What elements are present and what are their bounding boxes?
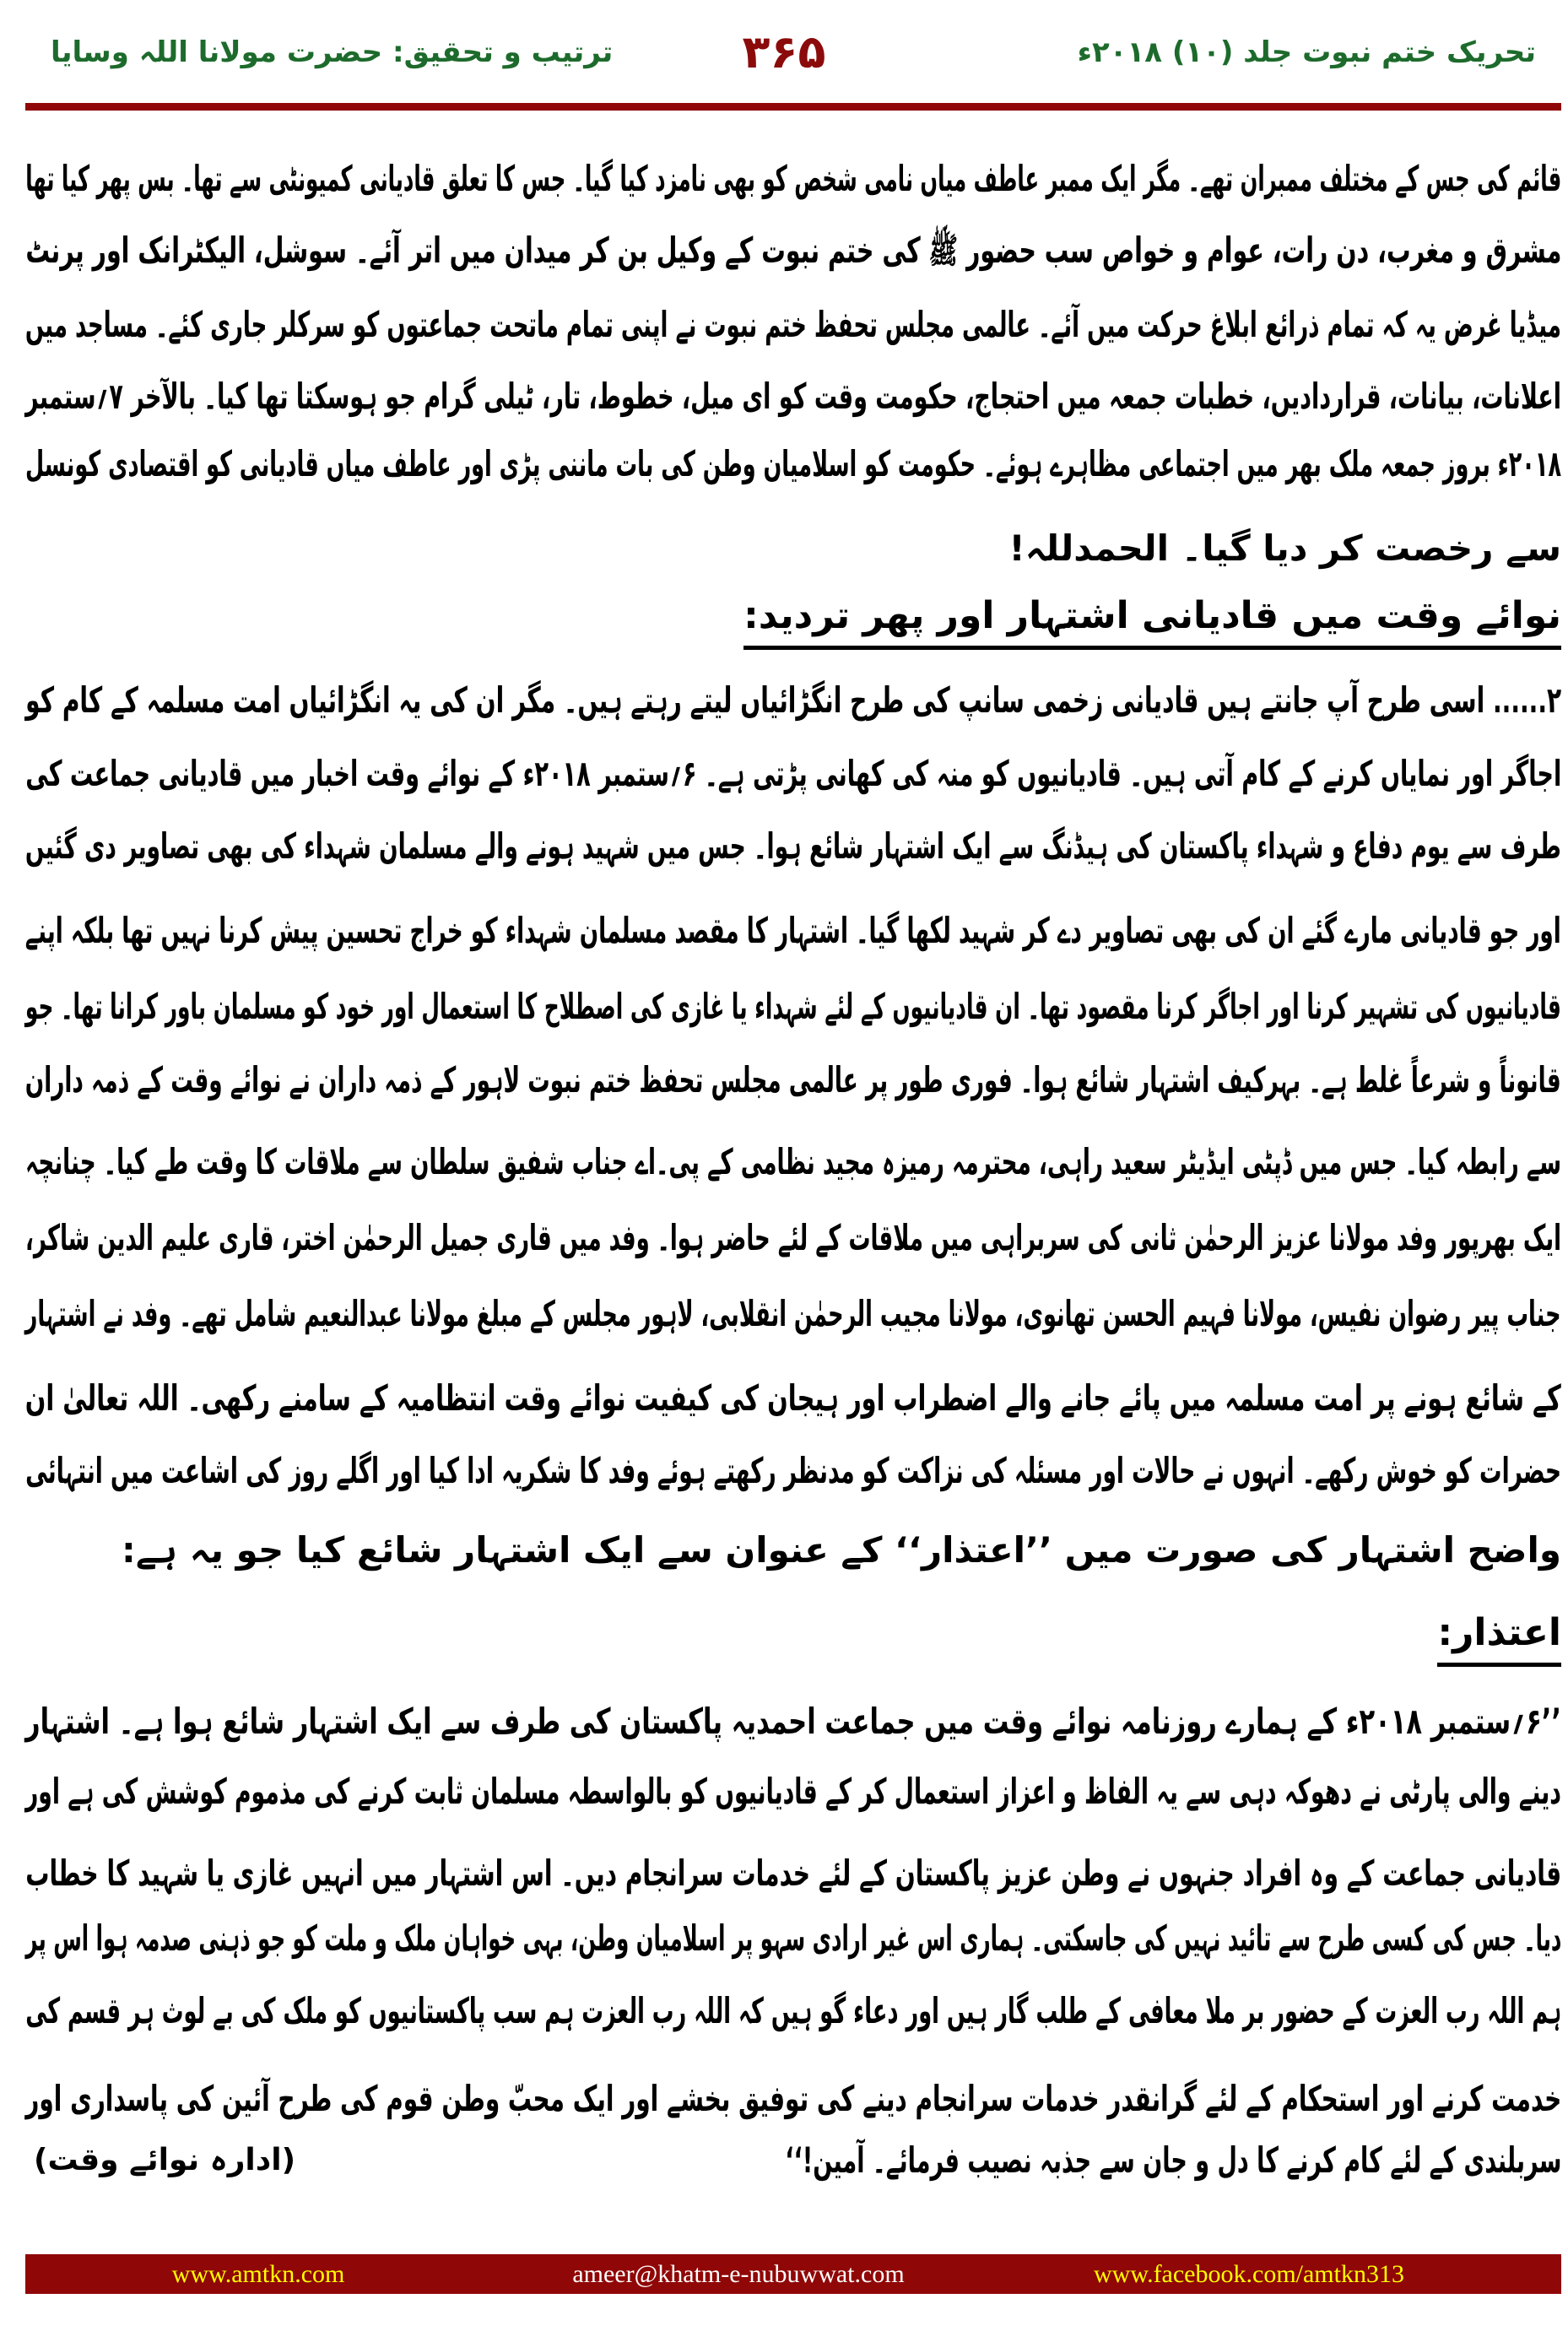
website-link[interactable]: www.amtkn.com [171, 2260, 345, 2288]
book-title: تحریک ختم نبوت جلد (۱۰) ۲۰۱۸ء [1077, 35, 1536, 69]
page-number: ۳۶۵ [742, 25, 826, 78]
text-line: حضرات کو خوش رکھے۔ انہوں نے حالات اور مسئلہ کی نزاکت کو مدنظر رکھتے ہوئے وفد کا شکریہ ادا کیا اور اگلے روز کی اشاعت میں انتہائی [25, 1450, 1561, 1491]
text-line: قانوناً و شرعاً غلط ہے۔ بہرکیف اشتہار شائع ہوا۔ فوری طور پر عالمی مجلس تحفظ ختم نبوت لاہور کے ذمہ داران نے نوائے وقت کے ذمہ داران [25, 1059, 1561, 1101]
compiler-credit: ترتیب و تحقیق: حضرت مولانا اللہ وسایا [51, 35, 614, 69]
text-line: مشرق و مغرب، دن رات، عوام و خواص سب حضور ﷺ کی ختم نبوت کے وکیل بن کر میدان میں اتر آئے۔ سوشل، الیکٹرانک اور پرنٹ [25, 230, 1561, 271]
text-line: ۲۰۱۸ء بروز جمعہ ملک بھر میں اجتماعی مظاہرے ہوئے۔ حکومت کو اسلامیان وطن کی بات ماننی پڑی اور عاطف میاں قادیانی کو اقتصادی کونسل [25, 443, 1561, 484]
text-line: قادیانی جماعت کے وہ افراد جنہوں نے وطن عزیز پاکستان کے لئے خدمات سرانجام دیں۔ اس اشتہار میں انہیں غازی یا شہید کا خطاب [24, 1853, 1561, 1894]
text-line: خدمت کرنے اور استحکام کے لئے گرانقدر خدمات سرانجام دینے کی توفیق بخشے اور ایک محبّ وطن قوم کی طرح آئین کی پاسداری اور [25, 2078, 1561, 2119]
text-line: جناب پیر رضوان نفیس، مولانا فہیم الحسن تھانوی، مولانا مجیب الرحمٰن انقلابی، لاہور مجلس کے مبلغ مولانا عبدالنعیم شامل تھے۔ وفد نے اشتہار [25, 1293, 1561, 1334]
text-line: کے شائع ہونے پر امت مسلمہ میں پائے جانے والے اضطراب اور ہیجان کی کیفیت نوائے وقت انتظامیہ کے سامنے رکھی۔ اللہ تعالیٰ ان [25, 1377, 1561, 1419]
text-line: دینے والی پارٹی نے دھوکہ دہی سے یہ الفاظ و اعزاز استعمال کر کے قادیانیوں کو بالواسطہ مسلمان ثابت کرنے کی مذموم کوشش کی ہے اور [25, 1771, 1561, 1812]
text-line: ’’۶؍ستمبر ۲۰۱۸ء کے ہمارے روزنامہ نوائے وقت میں جماعت احمدیہ پاکستان کی طرف سے ایک اشتہار شائع ہوا ہے۔ اشتہار [25, 1701, 1561, 1742]
text-line: میڈیا غرض یہ کہ تمام ذرائع ابلاغ حرکت میں آئے۔ عالمی مجلس تحفظ ختم نبوت نے اپنی تمام ماتحت جماعتوں کو سرکلر جاری کئے۔ مساجد میں [24, 304, 1561, 345]
text-line: سربلندی کے لئے کام کرنے کا دل و جان سے جذبہ نصیب فرمائے۔ آمین!‘‘ [785, 2139, 1561, 2181]
signature: (ادارہ نوائے وقت) [34, 2143, 296, 2177]
text-line: اور جو قادیانی مارے گئے ان کی بھی تصاویر دے کر شہید لکھا گیا۔ اشتہار کا مقصد مسلمان شہداء کو خراج تحسین پیش کرنا نہیں تھا بلکہ اپنے [25, 910, 1561, 951]
text-line: طرف سے یوم دفاع و شہداء پاکستان کی ہیڈنگ سے ایک اشتہار شائع ہوا۔ جس میں شہید ہونے والے مسلمان شہداء کی بھی تصاویر دی گئیں [25, 825, 1561, 867]
header-divider [25, 103, 1561, 111]
text-line: دیا۔ جس کی کسی طرح سے تائید نہیں کی جاسکتی۔ ہماری اس غیر ارادی سہو پر اسلامیان وطن، بہی خواہان ملک و ملت کو جو ذہنی صدمہ ہوا اس پر [25, 1917, 1561, 1959]
text-line: ایک بھرپور وفد مولانا عزیز الرحمٰن ثانی کی سربراہی میں ملاقات کے لئے حاضر ہوا۔ وفد میں قاری جمیل الرحمٰن اختر، قاری علیم الدین شاکر، [25, 1217, 1561, 1258]
text-line: قائم کی جس کے مختلف ممبران تھے۔ مگر ایک ممبر عاطف میاں نامی شخص کو بھی نامزد کیا گیا۔ جس کا تعلق قادیانی کمیونٹی سے تھا۔ بس پھر کیا تھا [25, 158, 1561, 199]
text-line: ۲...... اسی طرح آپ جانتے ہیں قادیانی زخمی سانپ کی طرح انگڑائیاں لیتے رہتے ہیں۔ مگر ان کی یہ انگڑائیاں امت مسلمہ کے کام کو [25, 679, 1561, 721]
text-line: واضح اشتہار کی صورت میں ’’اعتذار‘‘ کے عنوان سے ایک اشتہار شائع کیا جو یہ ہے: [122, 1529, 1561, 1571]
text-line: قادیانیوں کی تشہیر کرنا اور اجاگر کرنا مقصود تھا۔ ان قادیانیوں کے لئے شہداء یا غازی کی اصطلاح کا استعمال اور خود کو مسلمان باور کرانا تھا۔ جو [25, 986, 1561, 1027]
text-line: سے رابطہ کیا۔ جس میں ڈپٹی ایڈیٹر سعید راہی، محترمہ رمیزہ مجید نظامی کے پی۔اے جناب شفیق سلطان سے ملاقات کا وقت طے کیا۔ چنانچہ [25, 1141, 1561, 1182]
text-line: اعلانات، بیانات، قراردادیں، خطبات جمعہ میں احتجاج، حکومت وقت کو ای میل، خطوط، تار، ٹیلی گرام جو ہوسکتا تھا کیا۔ بالآخر ۷؍ستمبر [25, 376, 1561, 417]
text-line: ہم اللہ رب العزت کے حضور بر ملا معافی کے طلب گار ہیں اور دعاء گو ہیں کہ اللہ رب العزت ہم سب پاکستانیوں کو ملک کی بے لوث ہر قسم کی [24, 1990, 1561, 2031]
email-link[interactable]: ameer@khatm-e-nubuwwat.com [572, 2260, 905, 2288]
section-heading: نوائے وقت میں قادیانی اشتہار اور پھر تردید: [743, 587, 1561, 650]
section-heading: اعتذار: [1437, 1604, 1561, 1667]
text-line: سے رخصت کر دیا گیا۔ الحمدللہ! [1008, 527, 1561, 569]
facebook-link[interactable]: www.facebook.com/amtkn313 [1094, 2260, 1404, 2288]
text-line: اجاگر اور نمایاں کرنے کے کام آتی ہیں۔ قادیانیوں کو منہ کی کھانی پڑتی ہے۔ ۶؍ستمبر ۲۰۱۸ء کے نوائے وقت اخبار میں قادیانی جماعت کی [25, 753, 1561, 794]
